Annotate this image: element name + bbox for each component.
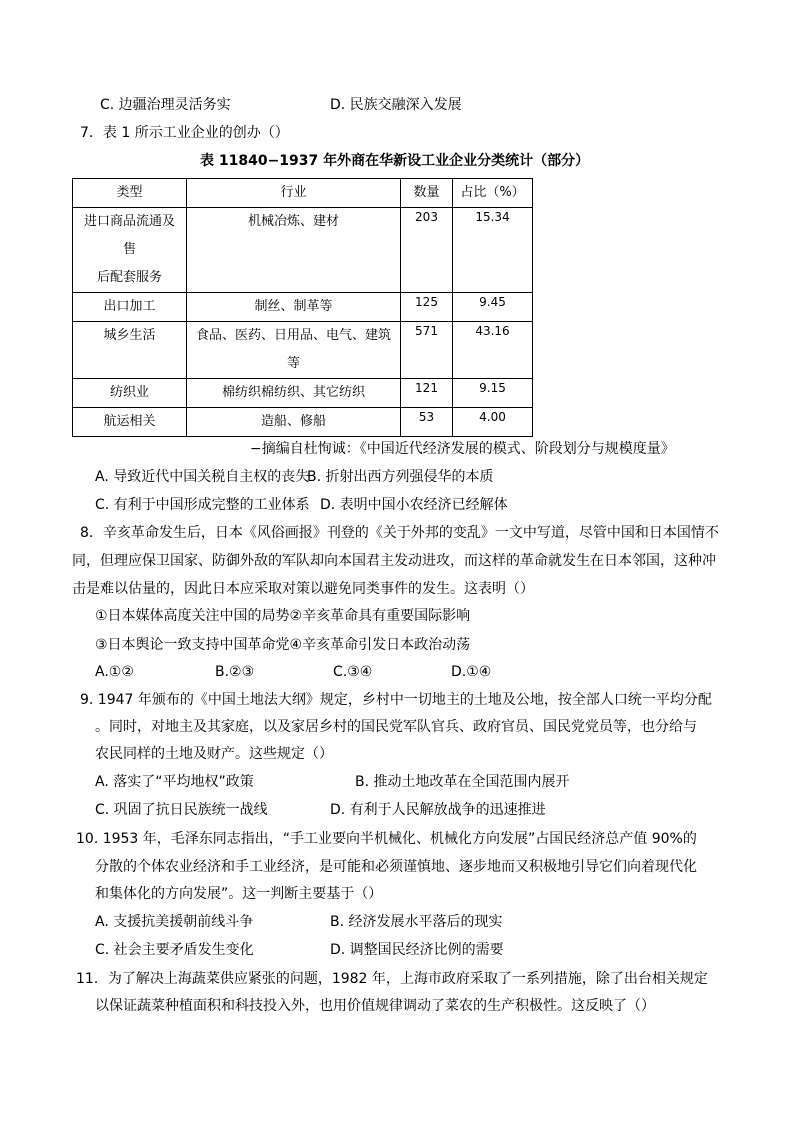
table-row [73, 208, 533, 293]
table-row [73, 408, 533, 437]
q9-option-c: C. 巩固了抗日民族统一战线 [95, 802, 268, 818]
q10-option-d: D. 调整国民经济比例的需要 [330, 942, 504, 958]
stats-table [72, 178, 533, 437]
q9-line-2: 。同时，对地主及其家庭，以及家居乡村的国民党军队官兵、政府官员、国民党党员等，也分给与 [95, 719, 697, 735]
q10-line-3: 和集体化的方向发展”。这一判断主要基于（） [95, 886, 383, 902]
q8-option-c: C.③④ [333, 664, 373, 680]
q9-option-d: D. 有利于人民解放战争的迅速推进 [330, 802, 546, 818]
q8-item-1: ①日本媒体高度关注中国的局势②辛亥革命具有重要国际影响 [95, 608, 471, 624]
q11-line-1: 11．为了解决上海蔬菜供应紧张的问题，1982 年，上海市政府采取了一系列措施，除了出台相关规定 [76, 971, 708, 987]
q8-line-3: 击是难以估量的，因此日本应采取对策以避免同类事件的发生。这表明（） [72, 581, 534, 597]
row-ratio: 9.15 [453, 379, 533, 408]
q10-line-1: 10. 1953 年，毛泽东同志指出，“手工业要向半机械化、机械化方向发展”占国民经济总产值 90%的 [76, 831, 697, 847]
q10-option-a: A. 支援抗美援朝前线斗争 [95, 914, 254, 930]
q9-line-1: 9. 1947 年颁布的《中国土地法大纲》规定，乡村中一切地主的土地及公地，按全部人口统一平均分配 [80, 692, 712, 708]
row-count: 125 [401, 293, 453, 322]
row-industry: 机械冶炼、建材 [187, 208, 401, 293]
header-ratio: 占比（%） [453, 179, 533, 208]
row-count: 203 [401, 208, 453, 293]
q9-line-3: 农民同样的土地及财产。这些规定（） [95, 746, 333, 762]
q8-option-b: B.②③ [215, 664, 255, 680]
header-industry: 行业 [187, 179, 401, 208]
row-type: 进口商品流通及 售 后配套服务 [73, 208, 187, 293]
q7-option-a: A. 导致近代中国关税自主权的丧失 [95, 469, 310, 485]
q8-line-1: 8．辛亥革命发生后，日本《风俗画报》刊登的《关于外邦的变乱》一文中写道，尽管中国和日本国情不 [80, 525, 719, 541]
q8-option-a: A.①② [95, 664, 134, 680]
row-ratio: 15.34 [453, 208, 533, 293]
option-c: C. 边疆治理灵活务实 [100, 97, 231, 113]
row-industry: 造船、修船 [187, 408, 401, 437]
row-type: 纺织业 [73, 379, 187, 408]
row-ratio: 4.00 [453, 408, 533, 437]
q8-line-2: 同，但理应保卫国家、防御外敌的军队却向本国君主发动进攻，而这样的革命就发生在日本邻国，这种冲 [72, 553, 716, 569]
q8-item-2: ③日本舆论一致支持中国革命党④辛亥革命引发日本政治动荡 [95, 637, 471, 653]
row-ratio: 9.45 [453, 293, 533, 322]
row-industry: 制丝、制革等 [187, 293, 401, 322]
q11-line-2: 以保证蔬菜种植面积和科技投入外，也用价值规律调动了菜农的生产积极性。这反映了（） [95, 998, 655, 1014]
row-count: 53 [401, 408, 453, 437]
row-type: 城乡生活 [73, 322, 187, 379]
table-row [73, 379, 533, 408]
row-type: 出口加工 [73, 293, 187, 322]
row-count: 571 [401, 322, 453, 379]
q10-line-2: 分散的个体农业经济和手工业经济，是可能和必须谨慎地、逐步地而又积极地引导它们向着现代化 [95, 859, 697, 875]
header-type: 类型 [73, 179, 187, 208]
table-row [73, 322, 533, 379]
table-header-row [73, 179, 533, 208]
q9-option-b: B. 推动土地改革在全国范围内展开 [355, 774, 570, 790]
q10-option-b: B. 经济发展水平落后的现实 [330, 914, 503, 930]
header-count: 数量 [401, 179, 453, 208]
table-source: −摘编自杜恂诚：《中国近代经济发展的模式、阶段划分与规模度量》 [250, 441, 675, 457]
q8-option-d: D.①④ [451, 664, 492, 680]
row-industry: 食品、医药、日用品、电气、建筑 等 [187, 322, 401, 379]
row-type: 航运相关 [73, 408, 187, 437]
row-ratio: 43.16 [453, 322, 533, 379]
row-count: 121 [401, 379, 453, 408]
q7-option-c: C. 有利于中国形成完整的工业体系 [95, 497, 310, 513]
q9-option-a: A. 落实了“平均地权”政策 [95, 774, 254, 790]
q10-option-c: C. 社会主要矛盾发生变化 [95, 942, 254, 958]
q7-option-d: D. 表明中国小农经济已经解体 [320, 497, 508, 513]
option-d: D. 民族交融深入发展 [330, 97, 462, 113]
table-row [73, 293, 533, 322]
table-title: 表 11840−1937 年外商在华新设工业企业分类统计（部分） [200, 153, 590, 169]
row-industry: 棉纺织棉纺织、其它纺织 [187, 379, 401, 408]
question-7-stem: 7．表 1 所示工业企业的创办（） [80, 125, 289, 141]
q7-option-b: B. 折射出西方列强侵华的本质 [307, 469, 494, 485]
